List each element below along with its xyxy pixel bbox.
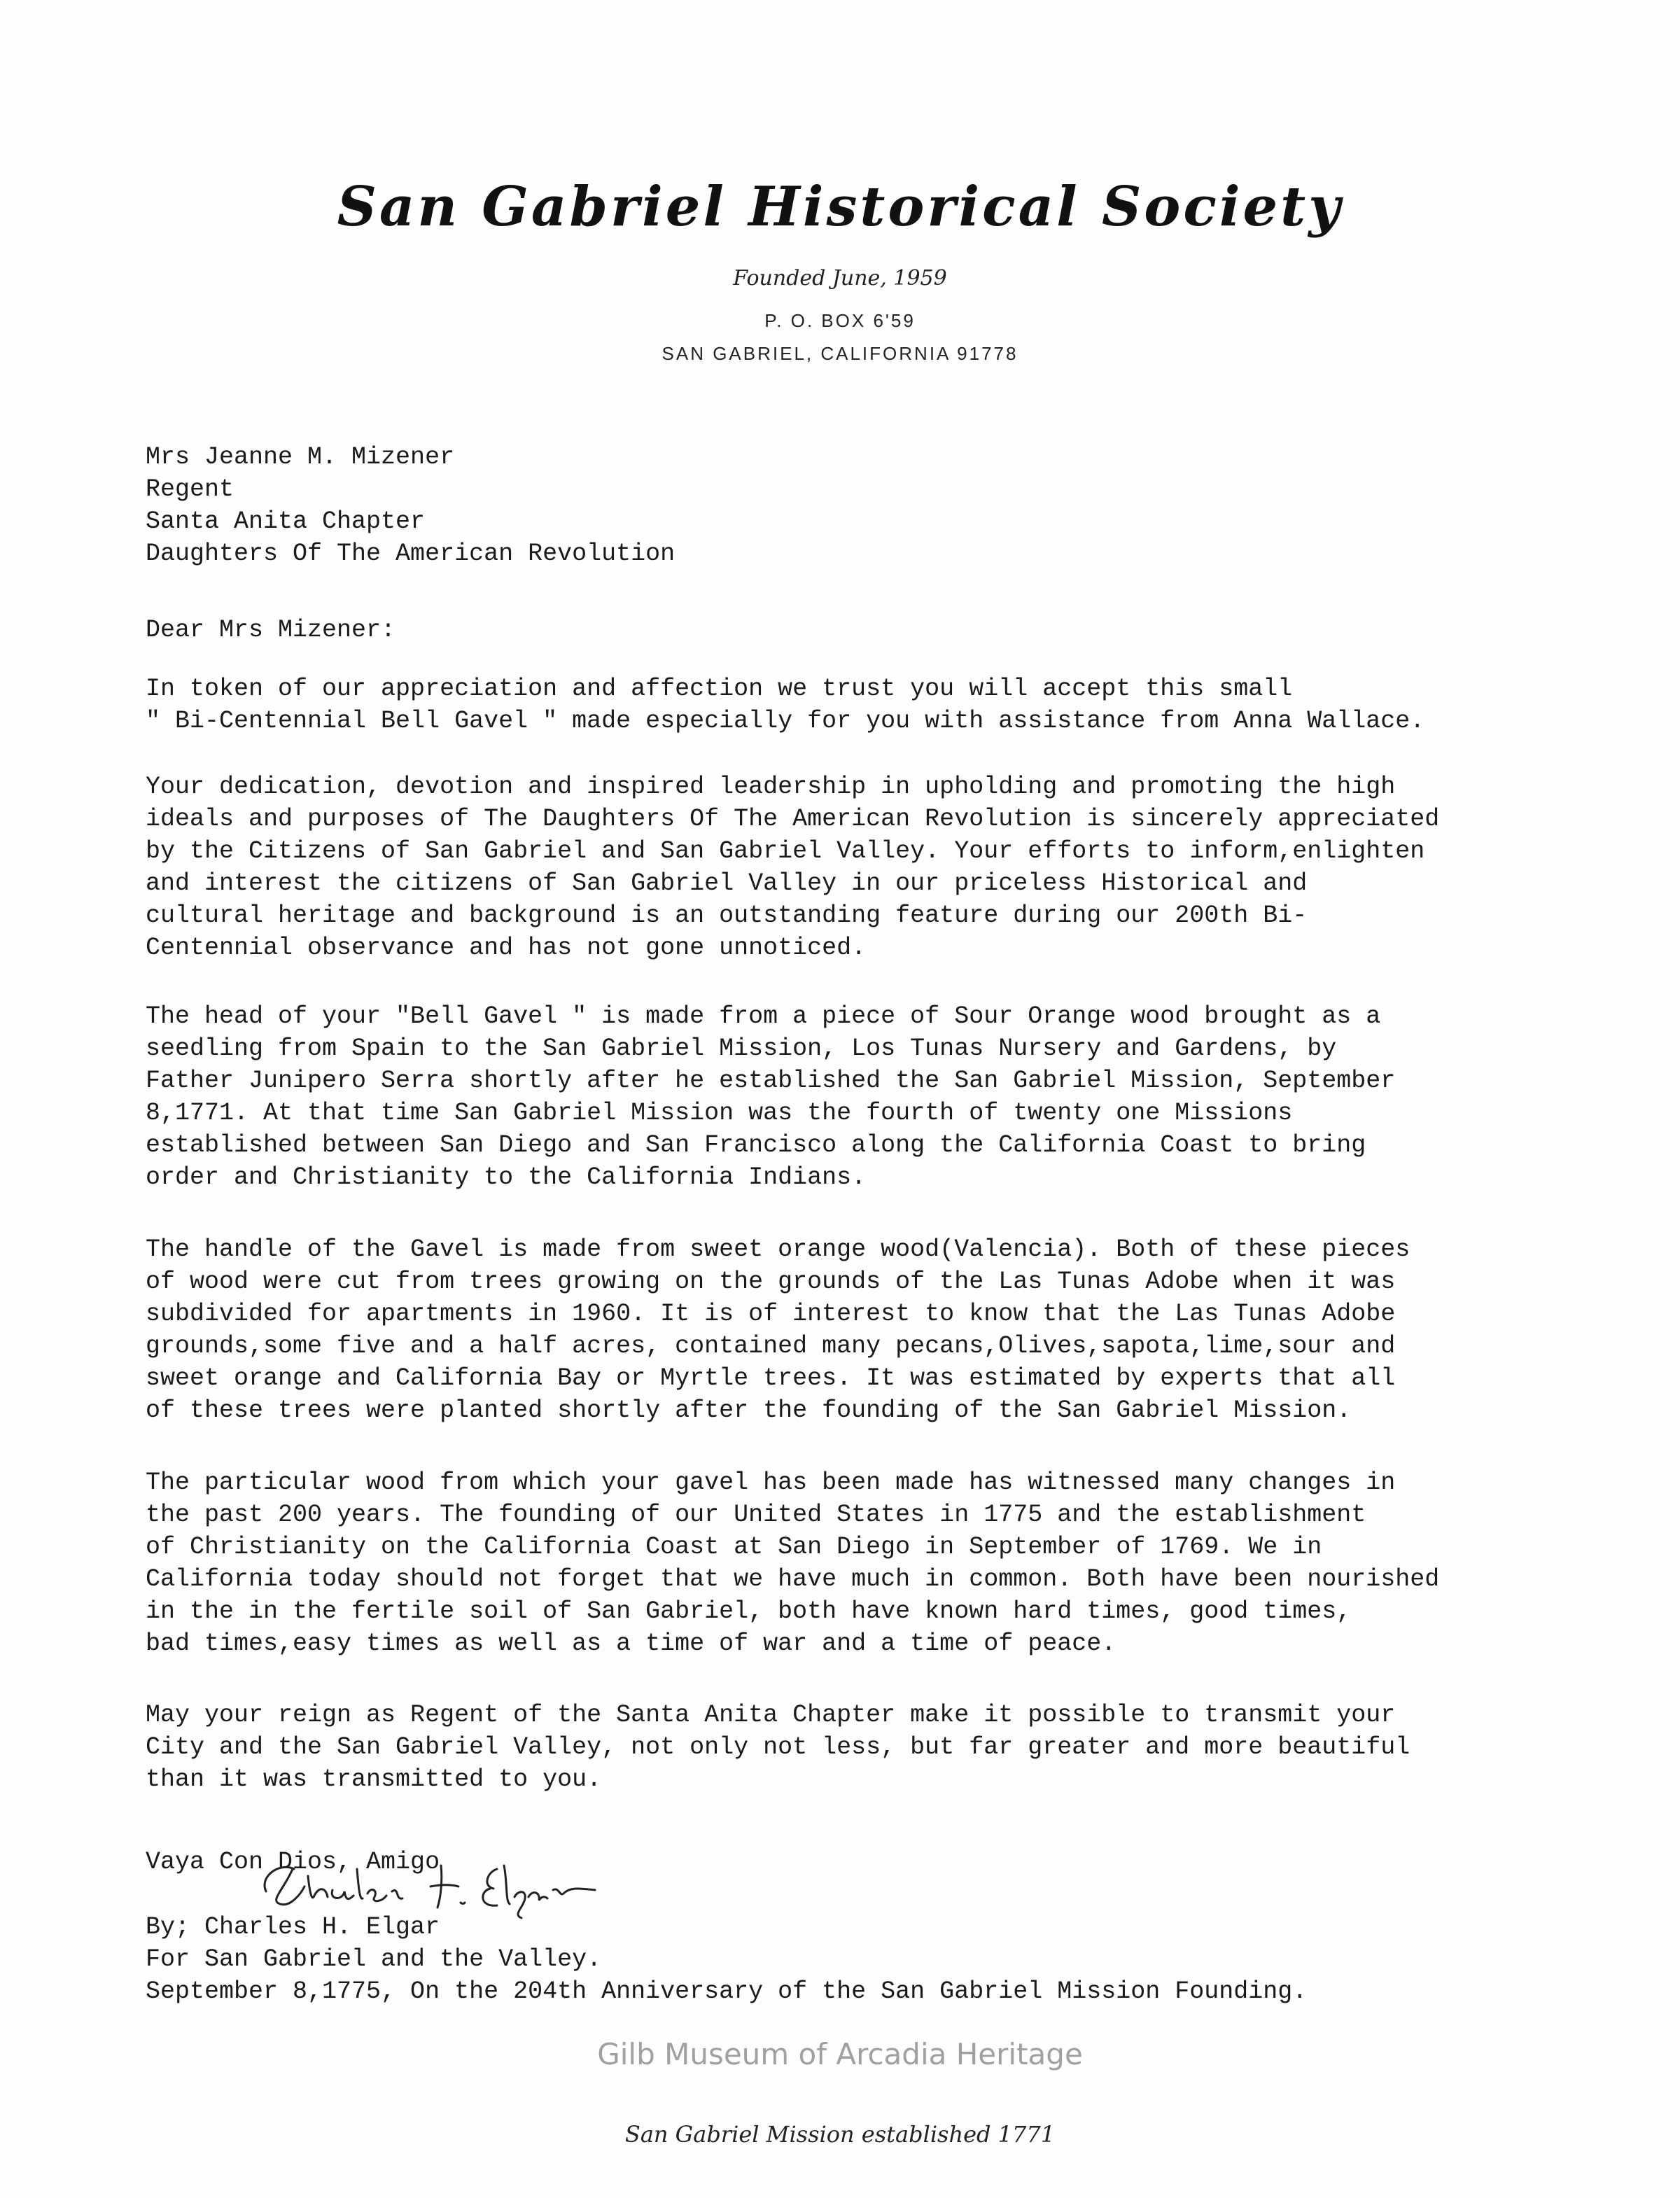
founded-date: Founded June, 1959 [733, 266, 947, 290]
addressee-line: Daughters Of The American Revolution [146, 540, 676, 568]
letterhead-title: San Gabriel Historical Society [337, 175, 1343, 239]
salutation: Dear Mrs Mizener: [146, 616, 396, 644]
paragraph: The particular wood from which your gavel has been made has witnessed many changes in the past 200 years. The founding of our United States in 1775 and the establishment of Christianity on the California Coast at San Diego in September of 1769. We in California today should not forget that we have much in common. Both have been nourished in the in the fertile soil of San Gabriel, both have known hard times, good times, bad times,easy times as well as a time of war and a time of peace. [146, 1469, 1440, 1658]
mission-footer: San Gabriel Mission established 1771 [624, 2121, 1056, 2148]
city-address: SAN GABRIEL, CALIFORNIA 91778 [662, 343, 1018, 364]
museum-watermark: Gilb Museum of Arcadia Heritage [597, 2037, 1083, 2071]
addressee-line: Regent [146, 475, 234, 503]
paragraph: Your dedication, devotion and inspired leadership in upholding and promoting the high ideals and purposes of The Daughters Of The American Revolution is sincerely appreciated by the Citizens of San Gabriel and San Gabriel Valley. Your efforts to inform,enlighten and interest the citizens of San Gabriel Valley in our priceless Historical and cultural heritage and background is an outstanding feature during our 200th Bi- Centennial observance and has not gone unnoticed. [146, 773, 1440, 962]
paragraph: In token of our appreciation and affection we trust you will accept this small " Bi-Centennial Bell Gavel " made especially for you with assistance from Anna Wallace. [146, 675, 1425, 735]
po-box: P. O. BOX 6'59 [764, 310, 916, 331]
paragraph: The handle of the Gavel is made from sweet orange wood(Valencia). Both of these pieces of wood were cut from trees growing on the grounds of the Las Tunas Adobe when it was subdivided for apartments in 1960. It is of interest to know that the Las Tunas Adobe grounds,some five and a half acres, contained many pecans,Olives,sapota,lime,sour and sweet orange and California Bay or Myrtle trees. It was estimated by experts that all of these trees were planted shortly after the founding of the San Gabriel Mission. [146, 1236, 1410, 1424]
date-line: September 8,1775, On the 204th Anniversary of the San Gabriel Mission Founding. [146, 1977, 1308, 2005]
paragraph: May your reign as Regent of the Santa Anita Chapter make it possible to transmit your City and the San Gabriel Valley, not only not less, but far greater and more beautiful than it was transmitted to you. [146, 1701, 1410, 1793]
addressee-line: Mrs Jeanne M. Mizener [146, 443, 455, 471]
for-line: For San Gabriel and the Valley. [146, 1945, 602, 1973]
signed-by: By; Charles H. Elgar [146, 1913, 440, 1941]
addressee-line: Santa Anita Chapter [146, 507, 426, 536]
addressee-block [146, 441, 675, 570]
paragraph: The head of your "Bell Gavel " is made from a piece of Sour Orange wood brought as a seedling from Spain to the San Gabriel Mission, Los Tunas Nursery and Gardens, by Father Junipero Serra shortly after he established the San Gabriel Mission, September 8,1771. At that time San Gabriel Mission was the fourth of twenty one Missions established between San Diego and San Francisco along the California Coast to bring order and Christianity to the California Indians. [146, 1002, 1396, 1191]
closing: Vaya Con Dios, Amigo [146, 1848, 440, 1876]
